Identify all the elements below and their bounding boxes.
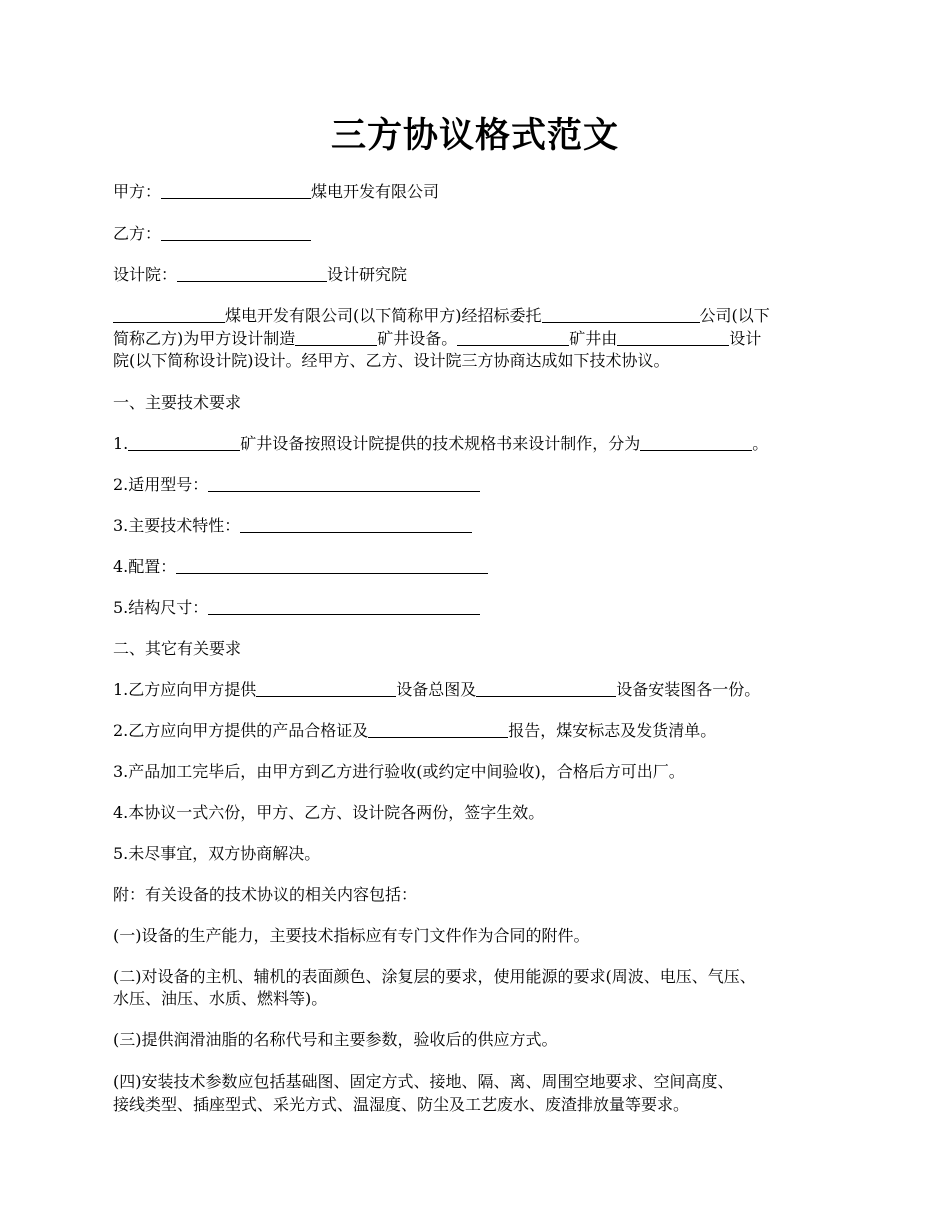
intro-text-2a: 简称乙方)为甲方设计制造 bbox=[113, 329, 296, 348]
intro-text-1a: 煤电开发有限公司(以下简称甲方)经招标委托 bbox=[225, 306, 542, 325]
section-2-item-1-blank-1 bbox=[256, 680, 396, 697]
section-2-item-1-blank-2 bbox=[476, 680, 616, 697]
section-1-item-3-blank bbox=[240, 516, 472, 533]
section-2-item-4: 4.本协议一式六份，甲方、乙方、设计院各两份，签字生效。 bbox=[113, 803, 545, 822]
section-2-item-1-c: 设备安装图各一份。 bbox=[616, 680, 761, 699]
section-1-item-4-blank bbox=[176, 557, 488, 574]
design-institute-blank bbox=[177, 265, 327, 282]
intro-line-2 bbox=[113, 328, 843, 350]
document-title: 三方协议格式范文 bbox=[330, 115, 619, 156]
section-1-item-4 bbox=[113, 556, 843, 578]
intro-text-2d: 设计 bbox=[729, 329, 762, 348]
party-a-label: 甲方： bbox=[113, 182, 162, 201]
intro-blank-1 bbox=[113, 306, 225, 323]
intro-text-1b: 公司(以下 bbox=[699, 306, 770, 325]
section-1-item-5-label: 5.结构尺寸： bbox=[113, 598, 209, 617]
section-2-item-2 bbox=[113, 720, 843, 742]
design-institute-suffix: 设计研究院 bbox=[327, 265, 408, 284]
section-1-item-1-text: 矿井设备按照设计院提供的技术规格书来设计制作，分为 bbox=[240, 434, 641, 453]
appendix-item-4-line-2: 接线类型、插座型式、采光方式、温湿度、防尘及工艺废水、废渣排放量等要求。 bbox=[113, 1095, 690, 1114]
party-b-blank bbox=[161, 224, 311, 241]
appendix-item-1: (一)设备的生产能力，主要技术指标应有专门文件作为合同的附件。 bbox=[113, 926, 590, 945]
intro-blank-5 bbox=[617, 329, 729, 346]
intro-blank-4 bbox=[457, 329, 569, 346]
intro-text-2b: 矿井设备。 bbox=[377, 329, 458, 348]
appendix-item-2-line-2: 水压、油压、水质、燃料等)。 bbox=[113, 989, 328, 1008]
intro-line-1 bbox=[113, 305, 843, 327]
intro-text-2c: 矿井由 bbox=[569, 329, 618, 348]
section-1-item-3-label: 3.主要技术特性： bbox=[113, 516, 241, 535]
design-institute-label: 设计院： bbox=[113, 265, 178, 284]
party-b-label: 乙方： bbox=[113, 224, 162, 243]
section-2-item-3: 3.产品加工完毕后，由甲方到乙方进行验收(或约定中间验收)，合格后方可出厂。 bbox=[113, 762, 685, 781]
section-1-item-3 bbox=[113, 515, 843, 537]
section-2-item-2-a: 2.乙方应向甲方提供的产品合格证及 bbox=[113, 721, 369, 740]
section-2-item-5: 5.未尽事宜，双方协商解决。 bbox=[113, 844, 321, 863]
section-1-item-4-label: 4.配置： bbox=[113, 557, 177, 576]
section-2-item-1 bbox=[113, 679, 843, 701]
appendix-heading: 附：有关设备的技术协议的相关内容包括： bbox=[113, 885, 418, 904]
section-1-item-2-blank bbox=[208, 475, 480, 492]
section-1-item-1-prefix: 1. bbox=[113, 434, 129, 453]
section-2-heading: 二、其它有关要求 bbox=[113, 639, 242, 658]
appendix-item-4-line-1: (四)安装技术参数应包括基础图、固定方式、接地、隔、离、周围空地要求、空间高度、 bbox=[113, 1072, 734, 1091]
party-a-blank bbox=[161, 182, 311, 199]
party-a-suffix: 煤电开发有限公司 bbox=[311, 182, 440, 201]
section-2-item-1-b: 设备总图及 bbox=[396, 680, 477, 699]
section-2-item-2-blank bbox=[368, 721, 508, 738]
section-1-item-5-blank bbox=[208, 598, 480, 615]
section-2-item-1-a: 1.乙方应向甲方提供 bbox=[113, 680, 257, 699]
intro-blank-3 bbox=[295, 329, 377, 346]
section-1-item-5 bbox=[113, 597, 843, 619]
section-1-heading: 一、主要技术要求 bbox=[113, 393, 242, 412]
section-1-item-1 bbox=[113, 433, 843, 455]
appendix-item-2-line-1: (二)对设备的主机、辅机的表面颜色、涂复层的要求，使用能源的要求(周波、电压、气压、 bbox=[113, 967, 756, 986]
section-1-item-1-blank-2 bbox=[640, 434, 752, 451]
intro-line-3: 院(以下简称设计院)设计。经甲方、乙方、设计院三方协商达成如下技术协议。 bbox=[113, 351, 670, 370]
section-1-item-2 bbox=[113, 474, 843, 496]
section-1-item-1-end: 。 bbox=[752, 434, 769, 453]
section-1-item-1-blank-1 bbox=[128, 434, 240, 451]
party-a-line bbox=[113, 181, 843, 203]
design-institute-line bbox=[113, 264, 843, 286]
appendix-item-3: (三)提供润滑油脂的名称代号和主要参数，验收后的供应方式。 bbox=[113, 1030, 558, 1049]
section-1-item-2-label: 2.适用型号： bbox=[113, 475, 209, 494]
party-b-line bbox=[113, 223, 843, 245]
section-2-item-2-b: 报告，煤安标志及发货清单。 bbox=[508, 721, 717, 740]
intro-blank-2 bbox=[542, 306, 700, 323]
